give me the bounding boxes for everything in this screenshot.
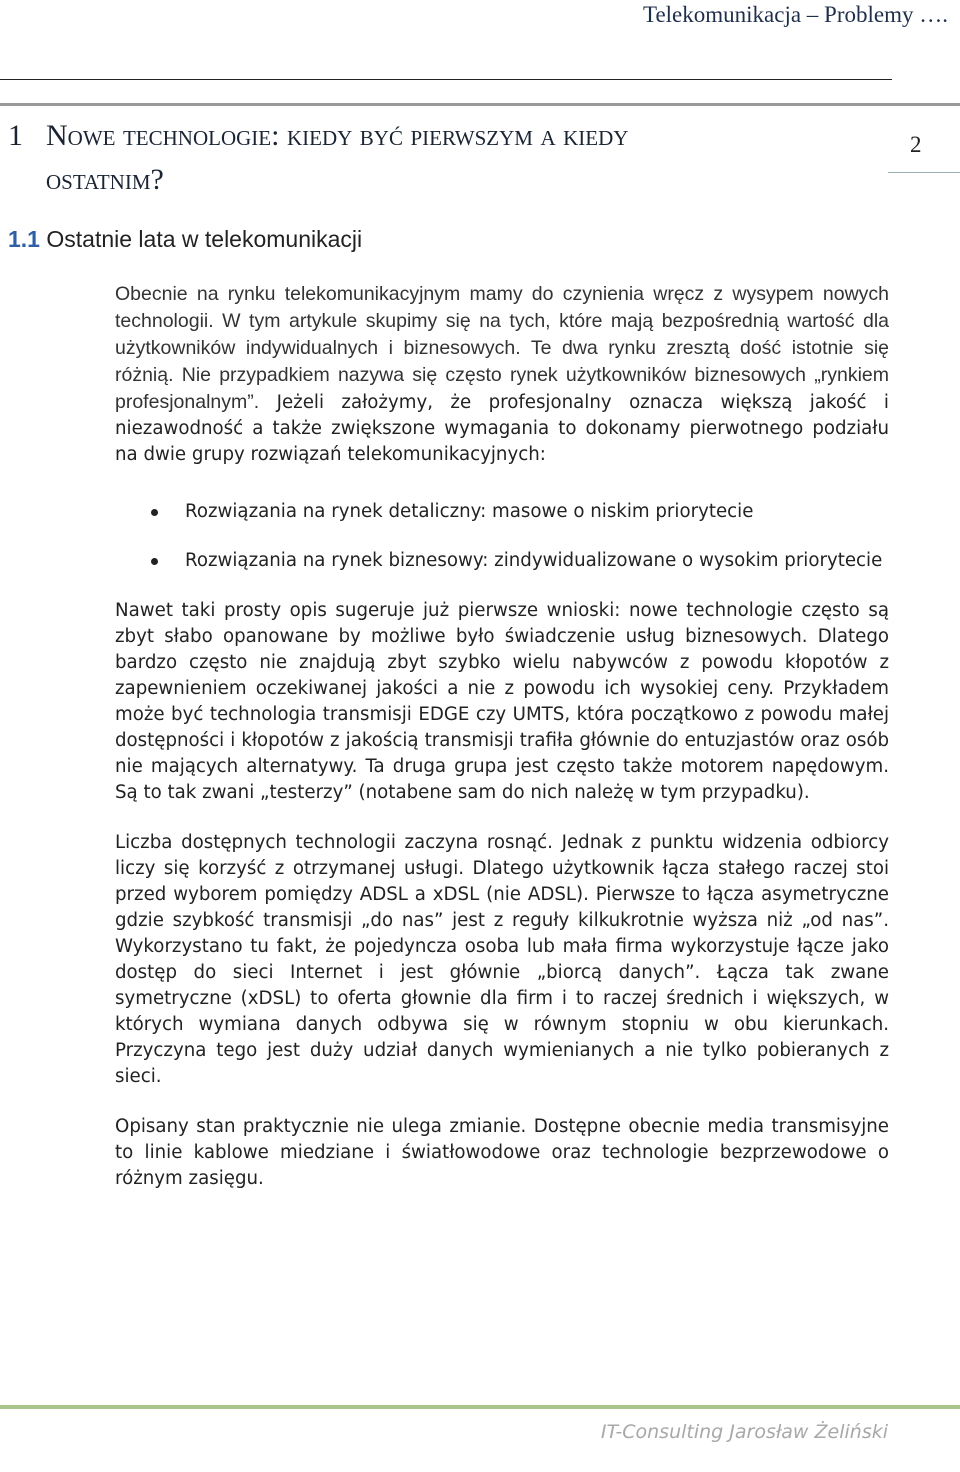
body-text bbox=[115, 281, 889, 1192]
header-rule bbox=[0, 79, 892, 80]
footer-author: IT-Consulting Jarosław Żeliński bbox=[600, 1421, 888, 1443]
heading-rule bbox=[0, 103, 960, 106]
footer-rule bbox=[0, 1405, 960, 1409]
section-heading bbox=[8, 226, 362, 253]
list-item: Rozwiązania na rynek detaliczny: masowe o niskim priorytecie bbox=[115, 499, 889, 525]
section-number: 1.1 bbox=[8, 226, 40, 252]
solution-list bbox=[115, 499, 889, 574]
paragraph-technologies: Liczba dostępnych technologii zaczyna rosnąć. Jednak z punktu widzenia odbiorcy liczy się korzyść z otrzymanej usługi. Dlatego użytkownik łącza stałego raczej stoi przed wyborem pomiędzy ADSL a xDSL (nie ADSL). Pierwsze to łącza asymetryczne gdzie szybkość transmisji „do nas” jest z reguły kilkukrotnie wyższa niż „od nas”. Wykorzystano tu fakt, że pojedyncza osoba lub mała firma wykorzystuje łącze jako dostęp do sieci Internet i jest głównie „biorcą danych”. Łącza tak zwane symetryczne (xDSL) to oferta głownie dla firm i to raczej średnich i większych, w których wymiana danych odbywa się w równym stopniu w obu kierunkach. Przyczyna tego jest duży udział danych wymienianych a nie tylko pobieranych z sieci. bbox=[115, 832, 889, 1087]
chapter-title-line1: Nowe technologie: kiedy być pierwszym a kiedy bbox=[46, 119, 629, 152]
chapter-title-line2: ostatnim? bbox=[46, 163, 164, 196]
section-title: Ostatnie lata w telekomunikacji bbox=[46, 226, 363, 252]
paragraph-conclusions: Nawet taki prosty opis sugeruje już pierwsze wnioski: nowe technologie często są zbyt słabo opanowane by możliwe było świadczenie usług biznesowych. Dlatego bardzo często nie znajdują zbyt szybko wielu nabywców z powodu kłopotów z zapewnieniem oczekiwanej jakości a nie z powodu ich wysokiej ceny. Przykładem może być technologia transmisji EDGE czy UMTS, która początkowo z powodu małej dostępności i kłopotów z jakością transmisji trafiła głównie do entuzjastów oraz osób nie mających alternatywy. Ta druga grupa jest często także motorem napędowym. Są to tak zwani „testerzy” (notabene sam do nich należę w tym przypadku). bbox=[115, 600, 889, 803]
page-number-rule bbox=[888, 172, 960, 173]
paragraph-intro-sans: Obecnie na rynku telekomunikacyjnym mamy do czynienia wręcz z wysypem nowych technologii. W tym artykule skupimy się na tych, które mają bezpośrednią wartość dla użytkowników indywidualnych i biznesowych. Te dwa rynku zresztą dość istotnie się różnią. Nie przypadkiem nazywa się często rynek użytkowników biznesowych „rynkiem profesjonalnym”. bbox=[115, 283, 889, 413]
chapter-heading bbox=[8, 114, 888, 202]
running-header: Telekomunikacja – Problemy …. bbox=[643, 2, 948, 27]
list-item: Rozwiązania na rynek biznesowy: zindywidualizowane o wysokim priorytecie bbox=[115, 548, 889, 574]
paragraph-intro-rest: Jeżeli założymy, że profesjonalny oznacza większą jakość i niezawodność a także zwiększone wymagania to dokonamy pierwotnego podziału na dwie grupy rozwiązań telekomunikacyjnych: bbox=[115, 392, 889, 465]
chapter-number: 1 bbox=[8, 119, 23, 152]
paragraph-intro bbox=[115, 281, 889, 468]
page-number: 2 bbox=[910, 132, 922, 157]
paragraph-media: Opisany stan praktycznie nie ulega zmianie. Dostępne obecnie media transmisyjne to linie kablowe miedziane i światłowodowe oraz technologie bezprzewodowe o różnym zasięgu. bbox=[115, 1116, 889, 1189]
